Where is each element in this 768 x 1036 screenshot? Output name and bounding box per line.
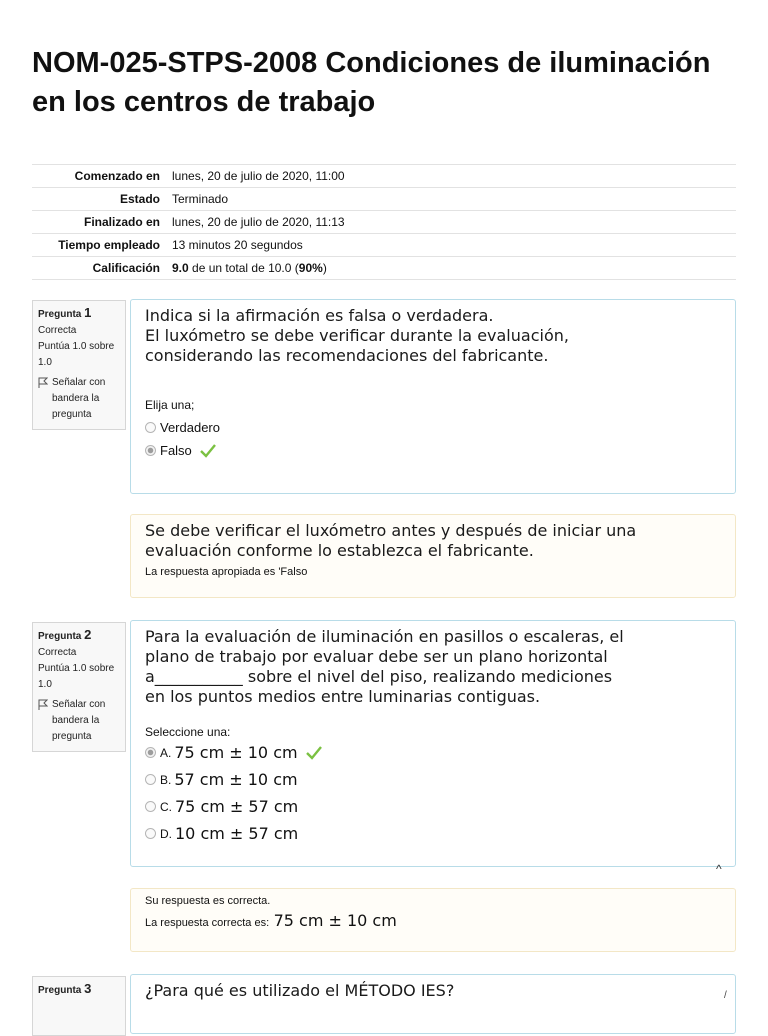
- option-label: 75 cm ± 10 cm: [174, 743, 298, 762]
- question-content-1: [130, 299, 736, 494]
- question-number: Pregunta 3: [38, 981, 92, 996]
- radio-button[interactable]: [145, 422, 156, 433]
- attempt-summary-table: [32, 164, 736, 280]
- right-answer: La respuesta correcta es: 75 cm ± 10 cm: [145, 911, 397, 930]
- summary-label: Tiempo empleado: [32, 234, 166, 257]
- question-number: Pregunta 2: [38, 627, 92, 642]
- right-answer: La respuesta apropiada es 'Falso: [145, 566, 308, 578]
- flag-question-link[interactable]: [38, 375, 120, 423]
- answer-option-b[interactable]: [145, 770, 721, 789]
- summary-label: Calificación: [32, 257, 166, 280]
- summary-value: lunes, 20 de julio de 2020, 11:13: [166, 211, 736, 234]
- question-content-2: [130, 620, 736, 867]
- question-info-1: [32, 300, 126, 430]
- grade-value: 9.0: [172, 261, 189, 275]
- question-grade: Puntúa 1.0 sobre 1.0: [38, 663, 115, 690]
- summary-row-started: [32, 165, 736, 188]
- radio-button[interactable]: [145, 774, 156, 785]
- flag-question-link[interactable]: [38, 697, 120, 745]
- summary-value: lunes, 20 de julio de 2020, 11:00: [166, 165, 736, 188]
- question-text: Indica si la afirmación es falsa o verdadera. El luxómetro se debe verificar durante la evaluación, considerando las recomendaciones del fabricante.: [145, 306, 569, 365]
- radio-button-selected[interactable]: [145, 747, 156, 758]
- flag-icon: [38, 377, 48, 388]
- summary-label: Estado: [32, 188, 166, 211]
- grade-end: ): [322, 261, 327, 275]
- summary-value: 13 minutos 20 segundos: [166, 234, 736, 257]
- radio-button[interactable]: [145, 828, 156, 839]
- question-info-2: [32, 622, 126, 752]
- specific-feedback: Su respuesta es correcta.: [145, 895, 271, 907]
- grade-mid: de un total de 10.0 (: [188, 261, 299, 275]
- question-feedback-2: [130, 888, 736, 952]
- option-label: 57 cm ± 10 cm: [174, 770, 298, 789]
- answer-prompt: Elija una;: [145, 398, 195, 412]
- page-mark: /: [724, 990, 727, 1001]
- question-number: Pregunta 1: [38, 305, 92, 320]
- answer-option-verdadero[interactable]: [145, 420, 721, 435]
- general-feedback: Se debe verificar el luxómetro antes y después de iniciar una evaluación conforme lo establezca el fabricante.: [145, 521, 637, 560]
- radio-button[interactable]: [145, 801, 156, 812]
- summary-label: Comenzado en: [32, 165, 166, 188]
- answer-option-c[interactable]: [145, 797, 721, 816]
- option-letter: B.: [160, 772, 172, 787]
- question-text: ¿Para qué es utilizado el MÉTODO IES?: [145, 981, 455, 1000]
- question-feedback-1: [130, 514, 736, 598]
- question-grade: Puntúa 1.0 sobre 1.0: [38, 341, 115, 368]
- flag-icon: [38, 699, 48, 710]
- option-label: 75 cm ± 57 cm: [175, 797, 299, 816]
- scroll-up-caret[interactable]: ^: [716, 862, 722, 876]
- answer-option-falso[interactable]: [145, 443, 721, 458]
- correct-check-icon: [200, 444, 216, 458]
- option-label: Verdadero: [160, 420, 220, 435]
- question-state: Correcta: [38, 647, 77, 658]
- summary-row-grade: [32, 257, 736, 280]
- question-state: Correcta: [38, 325, 77, 336]
- flag-label[interactable]: Señalar con bandera la pregunta: [52, 377, 106, 420]
- option-letter: A.: [160, 745, 172, 760]
- option-label: 10 cm ± 57 cm: [175, 824, 299, 843]
- correct-check-icon: [306, 746, 322, 760]
- grade-percent: 90%: [298, 261, 323, 275]
- summary-row-finished: [32, 211, 736, 234]
- summary-value: [166, 257, 736, 280]
- question-info-3: [32, 976, 126, 1036]
- summary-row-time: [32, 234, 736, 257]
- answer-option-d[interactable]: [145, 824, 721, 843]
- summary-row-state: [32, 188, 736, 211]
- question-text: Para la evaluación de iluminación en pasillos o escaleras, el plano de trabajo por evaluar debe ser un plano horizontal a___________ sobre el nivel del piso, realizando mediciones en los puntos medios entre luminarias contiguas.: [145, 627, 624, 706]
- question-content-3: [130, 974, 736, 1034]
- option-letter: C.: [160, 799, 172, 814]
- answer-prompt: Seleccione una:: [145, 725, 231, 739]
- summary-label: Finalizado en: [32, 211, 166, 234]
- radio-button-selected[interactable]: [145, 445, 156, 456]
- option-label: Falso: [160, 443, 192, 458]
- summary-value: Terminado: [166, 188, 736, 211]
- flag-label[interactable]: Señalar con bandera la pregunta: [52, 699, 106, 742]
- option-letter: D.: [160, 826, 172, 841]
- page-title: NOM-025-STPS-2008 Condiciones de iluminación en los centros de trabajo: [32, 47, 711, 118]
- answer-option-a[interactable]: [145, 743, 721, 762]
